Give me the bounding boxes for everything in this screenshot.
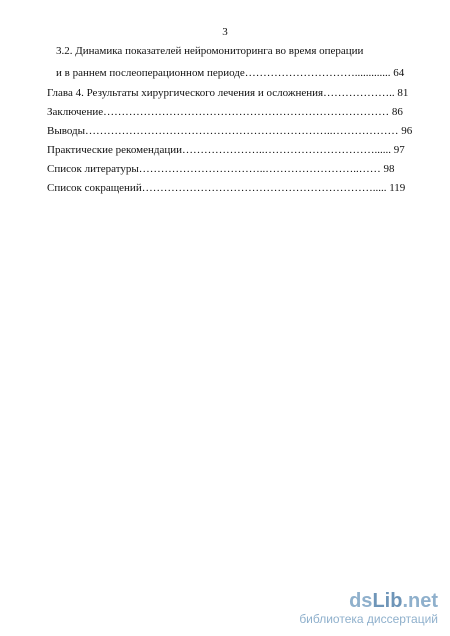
toc-entry-3-2-continuation: и в раннем послеоперационном периоде…………………………............. 64: [56, 67, 405, 79]
toc-entry-3-2-title: 3.2. Динамика показателей нейромониторинга во время операции: [56, 45, 364, 57]
toc-entry-findings: Выводы…………………………………………………………..……………… 96: [47, 125, 413, 137]
watermark-logo-ds: ds: [349, 590, 373, 612]
watermark: [299, 590, 438, 626]
toc-entry-chapter-4: Глава 4. Результаты хирургического лечения и осложнения……………….. 81: [47, 87, 409, 99]
toc-entry-conclusion: Заключение…………………………………………………………………… 86: [47, 106, 403, 118]
toc-entry-references: Список литературы……………………………..……………………..…… 98: [47, 163, 395, 175]
toc-entry-abbreviations: Список сокращений………………………………………………………..... 119: [47, 182, 406, 194]
watermark-logo-net: .net: [402, 590, 438, 612]
toc-entry-recommendations: Практические рекомендации…………………..…………………………...... 97: [47, 144, 405, 156]
watermark-tagline: библиотека диссертаций: [299, 612, 438, 626]
page-number: 3: [222, 26, 228, 38]
watermark-logo-lib: Lib: [372, 590, 403, 612]
watermark-logo: [299, 590, 438, 612]
